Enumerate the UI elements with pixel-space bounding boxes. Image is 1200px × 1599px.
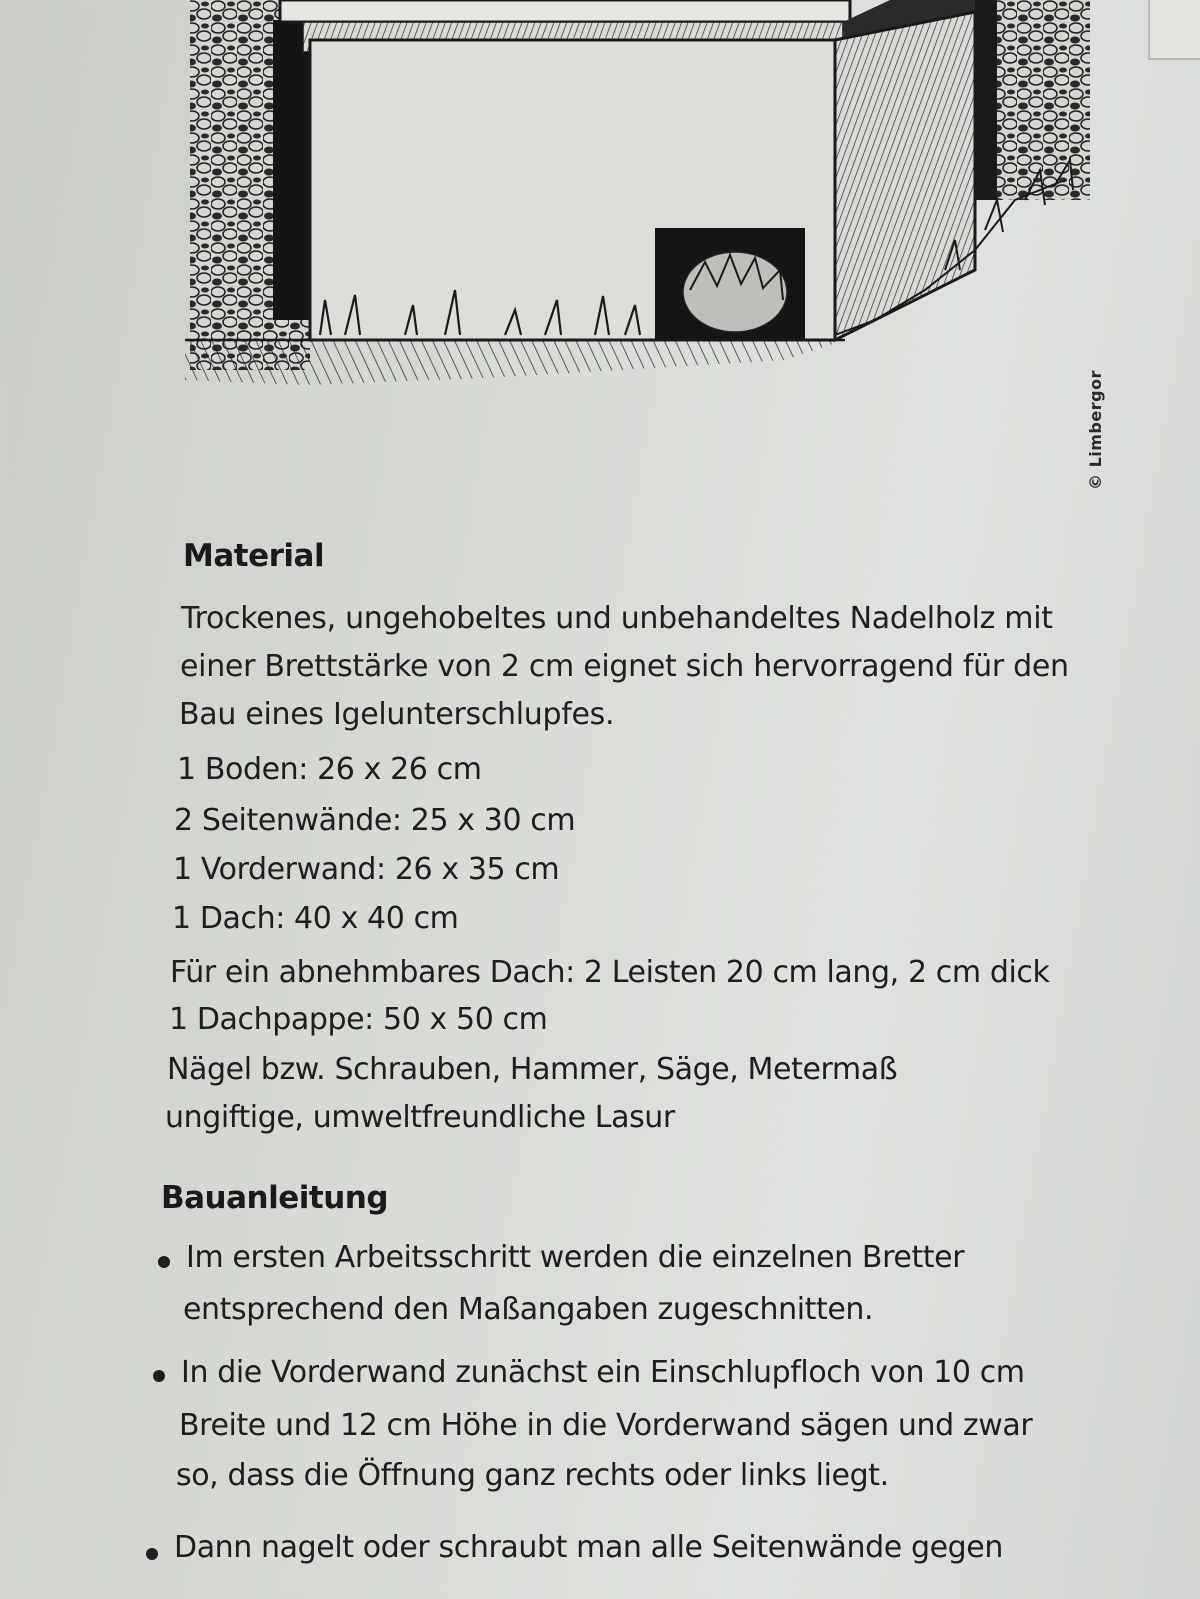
step-3-line-1: Dann nagelt oder schraubt man alle Seitenwände gegen bbox=[174, 1530, 1003, 1565]
hedgehog-shelter-illustration bbox=[185, 0, 1115, 400]
material-intro-line-2: einer Brettstärke von 2 cm eignet sich hervorragend für den bbox=[180, 649, 1069, 684]
step-2-line-1: In die Vorderwand zunächst ein Einschlupfloch von 10 cm bbox=[181, 1355, 1025, 1390]
bullet-icon bbox=[153, 1370, 165, 1382]
step-1-line-1: Im ersten Arbeitsschritt werden die einzelnen Bretter bbox=[186, 1240, 965, 1275]
material-heading: Material bbox=[183, 538, 325, 574]
bullet-icon bbox=[158, 1256, 170, 1268]
material-intro-line-3: Bau eines Igelunterschlupfes. bbox=[179, 697, 615, 732]
bauanleitung-heading: Bauanleitung bbox=[161, 1180, 389, 1216]
step-2-line-2: Breite und 12 cm Höhe in die Vorderwand sägen und zwar bbox=[179, 1408, 1033, 1443]
material-item: 1 Dach: 40 x 40 cm bbox=[172, 901, 459, 936]
material-item: 1 Dachpappe: 50 x 50 cm bbox=[169, 1002, 548, 1037]
page-corner-box bbox=[1148, 0, 1200, 60]
material-item: 1 Vorderwand: 26 x 35 cm bbox=[173, 852, 560, 887]
bullet-icon bbox=[146, 1548, 158, 1560]
step-1-line-2: entsprechend den Maßangaben zugeschnitten. bbox=[183, 1292, 874, 1327]
material-intro-line-1: Trockenes, ungehobeltes und unbehandeltes Nadelholz mit bbox=[181, 601, 1053, 636]
material-item: Nägel bzw. Schrauben, Hammer, Säge, Metermaß bbox=[167, 1052, 898, 1087]
step-2-line-3: so, dass die Öffnung ganz rechts oder links liegt. bbox=[176, 1458, 889, 1493]
copyright-notice: © Limbergor bbox=[1086, 370, 1105, 490]
material-item: 2 Seitenwände: 25 x 30 cm bbox=[174, 803, 576, 838]
material-item: Für ein abnehmbares Dach: 2 Leisten 20 cm lang, 2 cm dick bbox=[170, 955, 1050, 990]
material-item: ungiftige, umweltfreundliche Lasur bbox=[165, 1100, 675, 1135]
material-item: 1 Boden: 26 x 26 cm bbox=[177, 752, 482, 787]
